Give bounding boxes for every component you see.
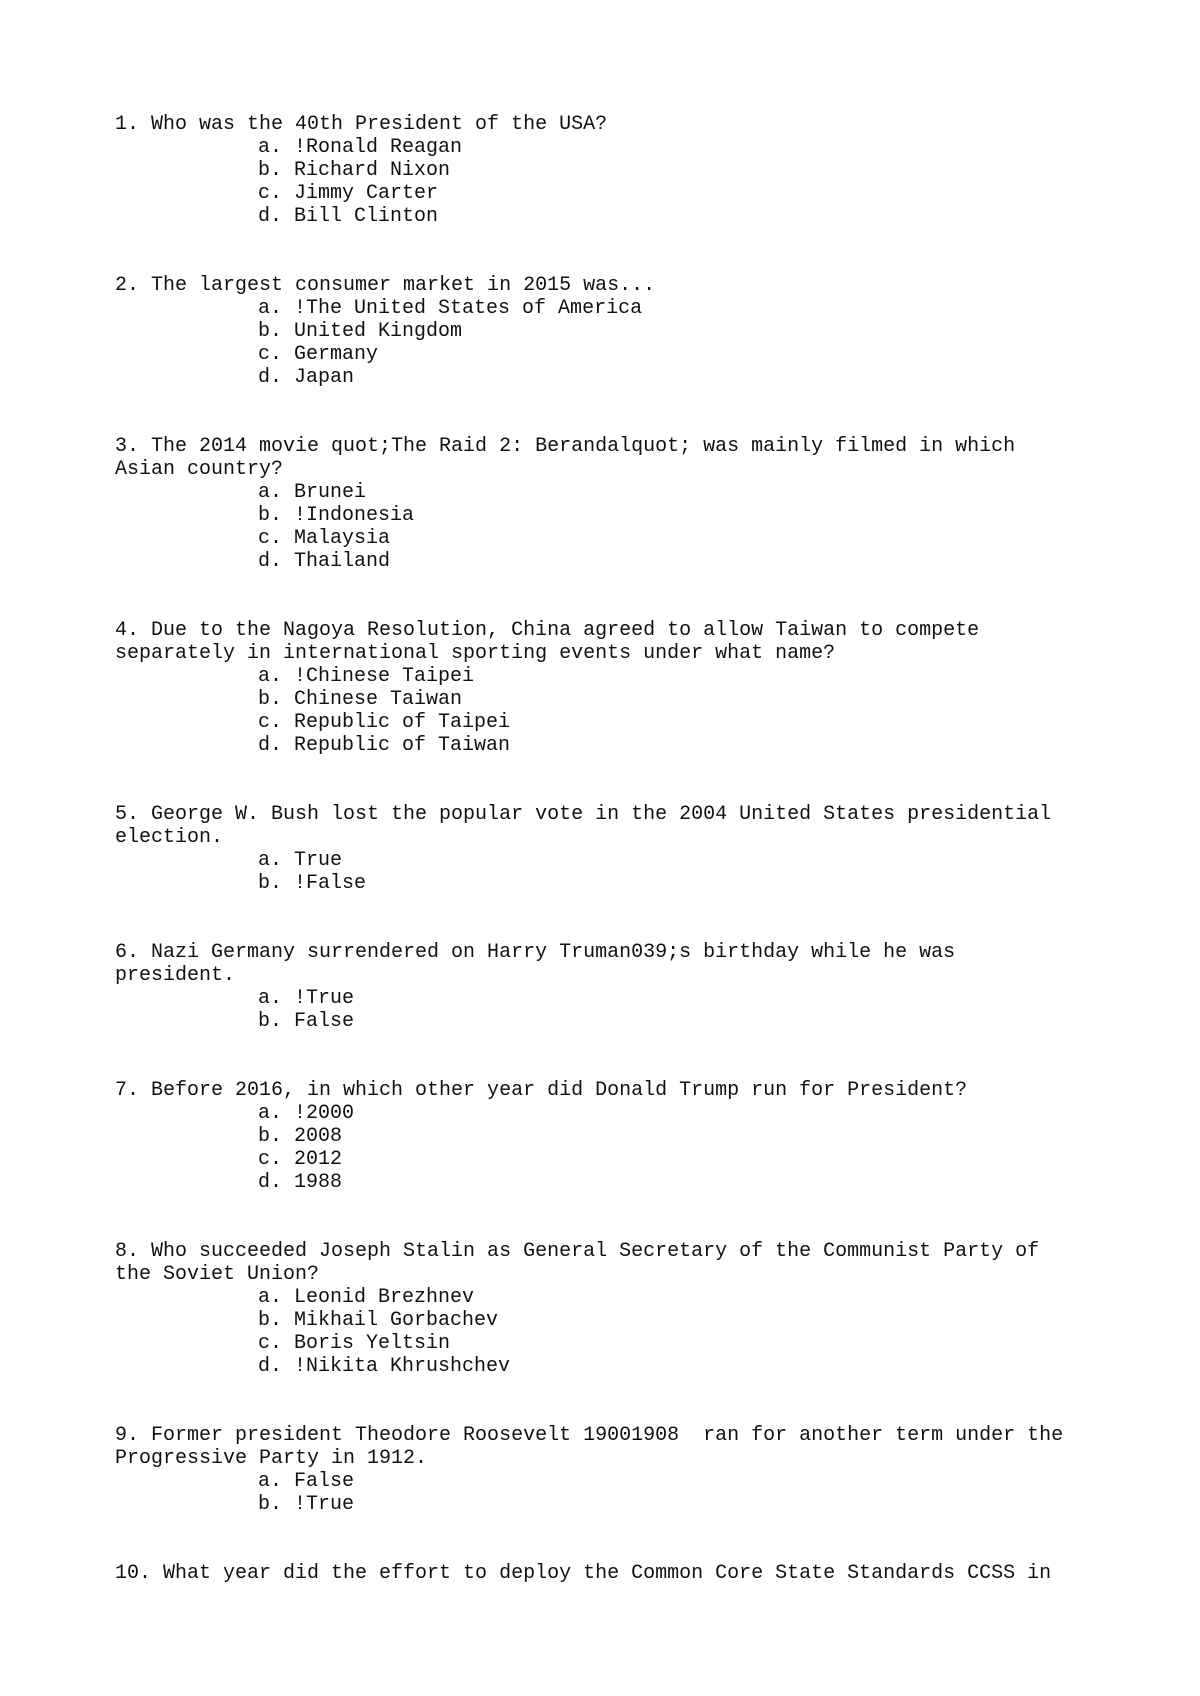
option-text: Brunei xyxy=(294,481,367,504)
question-text-line: 5. George W. Bush lost the popular vote in the 2004 United States presidential xyxy=(115,803,1052,826)
answer-option xyxy=(115,872,1115,895)
option-letter: a. xyxy=(258,297,295,320)
option-text: !Indonesia xyxy=(294,504,415,527)
option-letter: b. xyxy=(258,688,295,711)
answer-option xyxy=(115,1125,1115,1148)
question-text-line: Progressive Party in 1912. xyxy=(115,1447,428,1470)
option-letter: a. xyxy=(258,665,295,688)
answer-option xyxy=(115,711,1115,734)
answer-option xyxy=(115,849,1115,872)
option-letter: c. xyxy=(258,527,295,550)
option-text: Thailand xyxy=(294,550,391,573)
option-text: !Ronald Reagan xyxy=(294,136,463,159)
answer-options xyxy=(115,987,1115,1033)
option-letter: b. xyxy=(258,1125,295,1148)
option-letter: c. xyxy=(258,182,295,205)
answer-option xyxy=(115,205,1115,228)
option-text: Leonid Brezhnev xyxy=(294,1286,475,1309)
option-letter: b. xyxy=(258,1010,295,1033)
question-4 xyxy=(115,619,1115,757)
question-3 xyxy=(115,435,1115,573)
answer-option xyxy=(115,1470,1115,1493)
question-text-line: 4. Due to the Nagoya Resolution, China agreed to allow Taiwan to compete xyxy=(115,619,980,642)
answer-option xyxy=(115,1102,1115,1125)
option-letter: a. xyxy=(258,849,295,872)
answer-option xyxy=(115,136,1115,159)
option-text: Chinese Taiwan xyxy=(294,688,463,711)
answer-option xyxy=(115,987,1115,1010)
option-text: True xyxy=(294,849,343,872)
option-text: Boris Yeltsin xyxy=(294,1332,451,1355)
option-text: 2008 xyxy=(294,1125,343,1148)
option-text: !Nikita Khrushchev xyxy=(294,1355,511,1378)
option-letter: a. xyxy=(258,136,295,159)
option-letter: a. xyxy=(258,481,295,504)
option-letter: b. xyxy=(258,320,295,343)
answer-options xyxy=(115,849,1115,895)
answer-option xyxy=(115,182,1115,205)
quiz-content xyxy=(115,113,1115,1631)
question-2 xyxy=(115,274,1115,389)
option-text: !The United States of America xyxy=(294,297,643,320)
option-text: !2000 xyxy=(294,1102,355,1125)
answer-option xyxy=(115,734,1115,757)
answer-option xyxy=(115,1309,1115,1332)
question-text-line: 9. Former president Theodore Roosevelt 19001908 ran for another term under the xyxy=(115,1424,1064,1447)
question-text-line: the Soviet Union? xyxy=(115,1263,320,1286)
answer-option xyxy=(115,527,1115,550)
option-letter: a. xyxy=(258,1470,295,1493)
answer-option xyxy=(115,1332,1115,1355)
answer-option xyxy=(115,159,1115,182)
option-letter: d. xyxy=(258,734,295,757)
question-5 xyxy=(115,803,1115,895)
answer-options xyxy=(115,1286,1115,1378)
answer-options xyxy=(115,1470,1115,1516)
answer-option xyxy=(115,550,1115,573)
question-6 xyxy=(115,941,1115,1033)
option-letter: c. xyxy=(258,1148,295,1171)
answer-option xyxy=(115,688,1115,711)
option-text: !False xyxy=(294,872,367,895)
option-letter: c. xyxy=(258,343,295,366)
answer-options xyxy=(115,1102,1115,1194)
option-text: !Chinese Taipei xyxy=(294,665,475,688)
question-7 xyxy=(115,1079,1115,1194)
answer-option xyxy=(115,665,1115,688)
answer-option xyxy=(115,366,1115,389)
option-text: 1988 xyxy=(294,1171,343,1194)
question-text-line: separately in international sporting events under what name? xyxy=(115,642,836,665)
option-text: Bill Clinton xyxy=(294,205,439,228)
option-letter: b. xyxy=(258,504,295,527)
answer-options xyxy=(115,665,1115,757)
option-letter: b. xyxy=(258,1493,295,1516)
option-text: Jimmy Carter xyxy=(294,182,439,205)
answer-options xyxy=(115,136,1115,228)
question-text-line: 2. The largest consumer market in 2015 was... xyxy=(115,274,656,297)
option-text: Malaysia xyxy=(294,527,391,550)
question-1 xyxy=(115,113,1115,228)
question-text-line: 3. The 2014 movie quot;The Raid 2: Berandalquot; was mainly filmed in which xyxy=(115,435,1016,458)
answer-option xyxy=(115,1355,1115,1378)
answer-option xyxy=(115,320,1115,343)
option-text: Republic of Taipei xyxy=(294,711,511,734)
option-letter: d. xyxy=(258,366,295,389)
answer-option xyxy=(115,297,1115,320)
option-text: United Kingdom xyxy=(294,320,463,343)
answer-option xyxy=(115,1171,1115,1194)
question-10 xyxy=(115,1562,1115,1585)
option-letter: d. xyxy=(258,205,295,228)
question-8 xyxy=(115,1240,1115,1378)
option-letter: d. xyxy=(258,550,295,573)
option-letter: a. xyxy=(258,1102,295,1125)
option-text: 2012 xyxy=(294,1148,343,1171)
option-text: Republic of Taiwan xyxy=(294,734,511,757)
answer-option xyxy=(115,481,1115,504)
option-text: False xyxy=(294,1010,355,1033)
question-text-line: election. xyxy=(115,826,224,849)
option-letter: d. xyxy=(258,1355,295,1378)
answer-options xyxy=(115,297,1115,389)
question-text-line: 10. What year did the effort to deploy the Common Core State Standards CCSS in xyxy=(115,1562,1052,1585)
option-text: !True xyxy=(294,987,355,1010)
option-letter: a. xyxy=(258,987,295,1010)
option-letter: c. xyxy=(258,711,295,734)
question-text-line: 7. Before 2016, in which other year did Donald Trump run for President? xyxy=(115,1079,968,1102)
option-letter: b. xyxy=(258,159,295,182)
option-text: False xyxy=(294,1470,355,1493)
answer-option xyxy=(115,1286,1115,1309)
question-text-line: 8. Who succeeded Joseph Stalin as General Secretary of the Communist Party of xyxy=(115,1240,1040,1263)
question-text-line: president. xyxy=(115,964,236,987)
option-letter: b. xyxy=(258,872,295,895)
question-text-line: 1. Who was the 40th President of the USA? xyxy=(115,113,608,136)
option-text: Mikhail Gorbachev xyxy=(294,1309,499,1332)
option-text: Japan xyxy=(294,366,355,389)
question-text-line: 6. Nazi Germany surrendered on Harry Truman039;s birthday while he was xyxy=(115,941,956,964)
answer-option xyxy=(115,1148,1115,1171)
option-text: Richard Nixon xyxy=(294,159,451,182)
option-letter: c. xyxy=(258,1332,295,1355)
answer-option xyxy=(115,1493,1115,1516)
option-letter: d. xyxy=(258,1171,295,1194)
option-text: Germany xyxy=(294,343,379,366)
answer-option xyxy=(115,504,1115,527)
question-9 xyxy=(115,1424,1115,1516)
question-text-line: Asian country? xyxy=(115,458,284,481)
option-text: !True xyxy=(294,1493,355,1516)
answer-option xyxy=(115,1010,1115,1033)
answer-option xyxy=(115,343,1115,366)
option-letter: b. xyxy=(258,1309,295,1332)
option-letter: a. xyxy=(258,1286,295,1309)
answer-options xyxy=(115,481,1115,573)
